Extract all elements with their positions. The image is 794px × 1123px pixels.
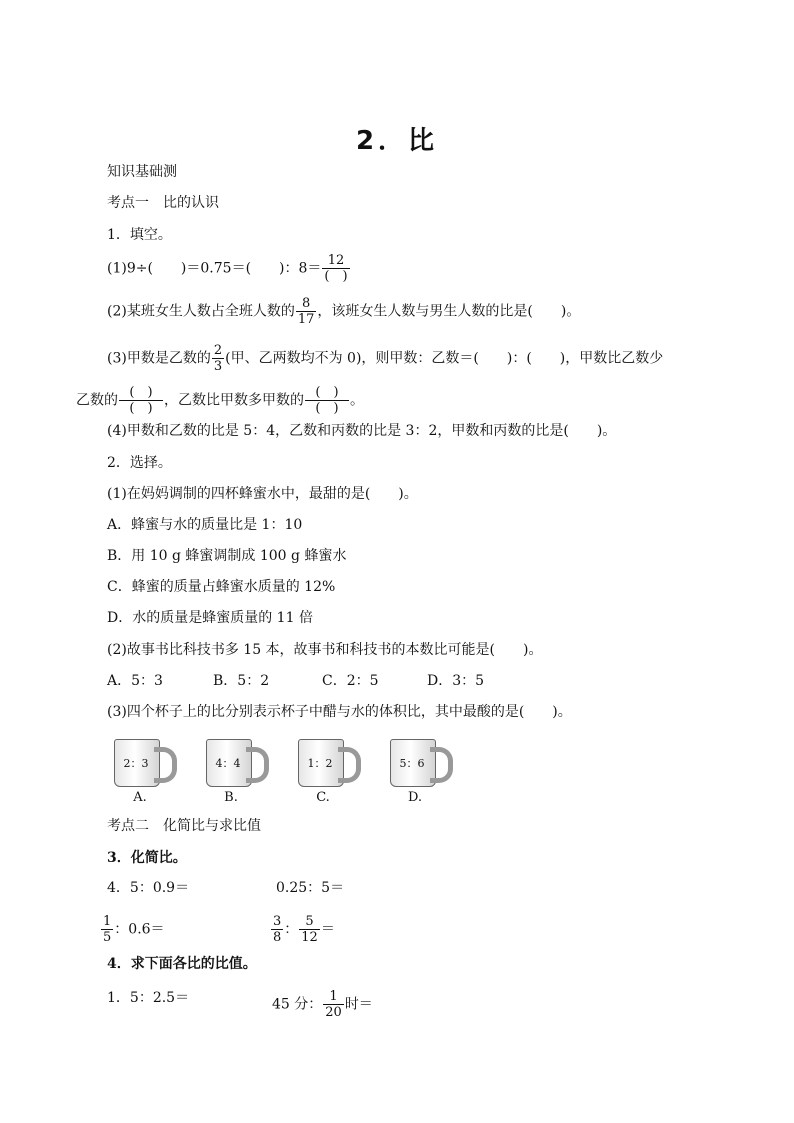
q2-part1: (1)在妈妈调制的四杯蜂蜜水中，最甜的是( )。: [107, 486, 418, 502]
fraction-denominator: 12: [301, 930, 318, 945]
cup-a-label: A.: [133, 790, 147, 805]
q1-part3-continued: [76, 385, 364, 416]
q3-item-c-fraction: [101, 914, 113, 945]
q4-item-b-fraction: [323, 989, 344, 1020]
page-title: 2．比: [355, 126, 439, 156]
fraction-numerator: 1: [323, 989, 344, 1005]
q2-part2-option-d: D．3：5: [427, 673, 485, 689]
q3-item-a: 4．5：0.9＝: [107, 880, 190, 896]
cup-a-icon: [114, 735, 176, 787]
q4-item-a: 1．5：2.5＝: [107, 990, 190, 1006]
fraction-numerator: 3: [273, 914, 282, 929]
q1-part1-fraction: [322, 253, 349, 284]
fraction-denominator: 20: [325, 1005, 342, 1020]
fraction-denominator: 17: [297, 312, 315, 327]
fraction-denominator: 5: [103, 930, 112, 945]
q1-part3-text-d: ，乙数比甲数多甲数的: [164, 392, 304, 409]
fraction-numerator: 5: [299, 914, 320, 930]
q2-part2-option-a: A．5：3: [107, 673, 163, 689]
cup-d-ratio: 5：6: [399, 757, 425, 770]
q3-item-d: [270, 914, 335, 945]
section-heading: 知识基础测: [107, 164, 177, 180]
q1-part3-blank-fraction-1: [119, 385, 163, 416]
fraction-denominator: ( ): [324, 269, 348, 284]
cup-c-ratio: 1：2: [307, 757, 333, 770]
q2-part1-option-c: C．蜂蜜的质量占蜂蜜水质量的 12%: [107, 579, 336, 595]
q4-item-b-rest: 时＝: [344, 996, 373, 1013]
q3-item-d-fraction-1: [271, 914, 283, 945]
q1-part3-blank-fraction-2: [305, 385, 349, 416]
q1-heading: 1．填空。: [107, 227, 172, 243]
q2-part1-option-d: D．水的质量是蜂蜜质量的 11 倍: [107, 610, 313, 626]
q1-part2-fraction: [296, 296, 317, 327]
cup-d-icon: [390, 735, 452, 787]
q1-part3-fraction: [212, 343, 224, 374]
q4-item-b: [272, 989, 373, 1020]
kaodian-2-heading: 考点二 化简比与求比值: [107, 818, 261, 834]
q3-item-d-colon: ：: [284, 921, 299, 938]
q1-part1-text: (1)9÷( )＝0.75＝( )：8＝: [107, 260, 322, 277]
q1-part1: [107, 253, 351, 284]
q2-part3: (3)四个杯子上的比分别表示杯子中醋与水的体积比，其中最酸的是( )。: [107, 704, 572, 720]
fraction-numerator: 2: [213, 343, 223, 358]
fraction-numerator: 12: [322, 253, 349, 269]
q2-part1-option-b: B．用 10 g 蜂蜜调制成 100 g 蜂蜜水: [107, 548, 347, 564]
q2-part2: (2)故事书比科技书多 15 本，故事书和科技书的本数比可能是( )。: [107, 642, 543, 658]
cup-b-ratio: 4：4: [215, 757, 241, 770]
q1-part3-text-c: 乙数的: [76, 392, 118, 409]
cup-a-ratio: 2：3: [123, 757, 149, 770]
q4-heading: 4．求下面各比的比值。: [107, 956, 257, 972]
q3-heading: 3．化简比。: [107, 850, 187, 866]
q1-part3-text-a: (3)甲数是乙数的: [107, 350, 211, 367]
q2-part2-option-b: B．5：2: [213, 673, 270, 689]
q3-item-c: [100, 914, 165, 945]
q3-item-d-rest: ＝: [320, 921, 335, 938]
cup-b-label: B.: [224, 790, 238, 805]
q1-part2-text-a: (2)某班女生人数占全班人数的: [107, 303, 295, 320]
fraction-numerator: 1: [103, 914, 112, 929]
q1-part4: (4)甲数和乙数的比是 5：4，乙数和丙数的比是 3：2，甲数和丙数的比是( )。: [107, 423, 617, 439]
cup-c-label: C.: [316, 790, 330, 805]
fraction-denominator: 8: [273, 930, 282, 945]
cup-b-icon: [206, 735, 268, 787]
q1-part3-text-b: (甲、乙两数均不为 0)，则甲数：乙数＝( )：( )，甲数比乙数少: [225, 350, 664, 367]
fraction-numerator: ( ): [305, 385, 349, 401]
fraction-denominator: 3: [213, 359, 223, 374]
fraction-denominator: ( ): [315, 401, 339, 416]
cup-c-icon: [298, 735, 360, 787]
q3-item-d-fraction-2: [299, 914, 320, 945]
q2-part1-option-a: A．蜂蜜与水的质量比是 1：10: [107, 517, 303, 533]
kaodian-1-heading: 考点一 比的认识: [107, 195, 219, 211]
q1-part2: [107, 296, 580, 327]
fraction-numerator: ( ): [119, 385, 163, 401]
q3-item-c-rest: ：0.6＝: [114, 921, 165, 938]
q1-part3-text-e: 。: [350, 392, 364, 409]
q1-part2-text-b: ，该班女生人数与男生人数的比是( )。: [317, 303, 581, 320]
fraction-denominator: ( ): [129, 401, 153, 416]
q1-part3: [107, 343, 663, 374]
q3-item-b: 0.25：5＝: [276, 880, 345, 896]
fraction-numerator: 8: [296, 296, 317, 312]
cup-d-label: D.: [407, 790, 423, 805]
q2-heading: 2．选择。: [107, 455, 172, 471]
q2-part2-option-c: C．2：5: [322, 673, 379, 689]
q4-item-b-text: 45 分：: [272, 996, 323, 1013]
